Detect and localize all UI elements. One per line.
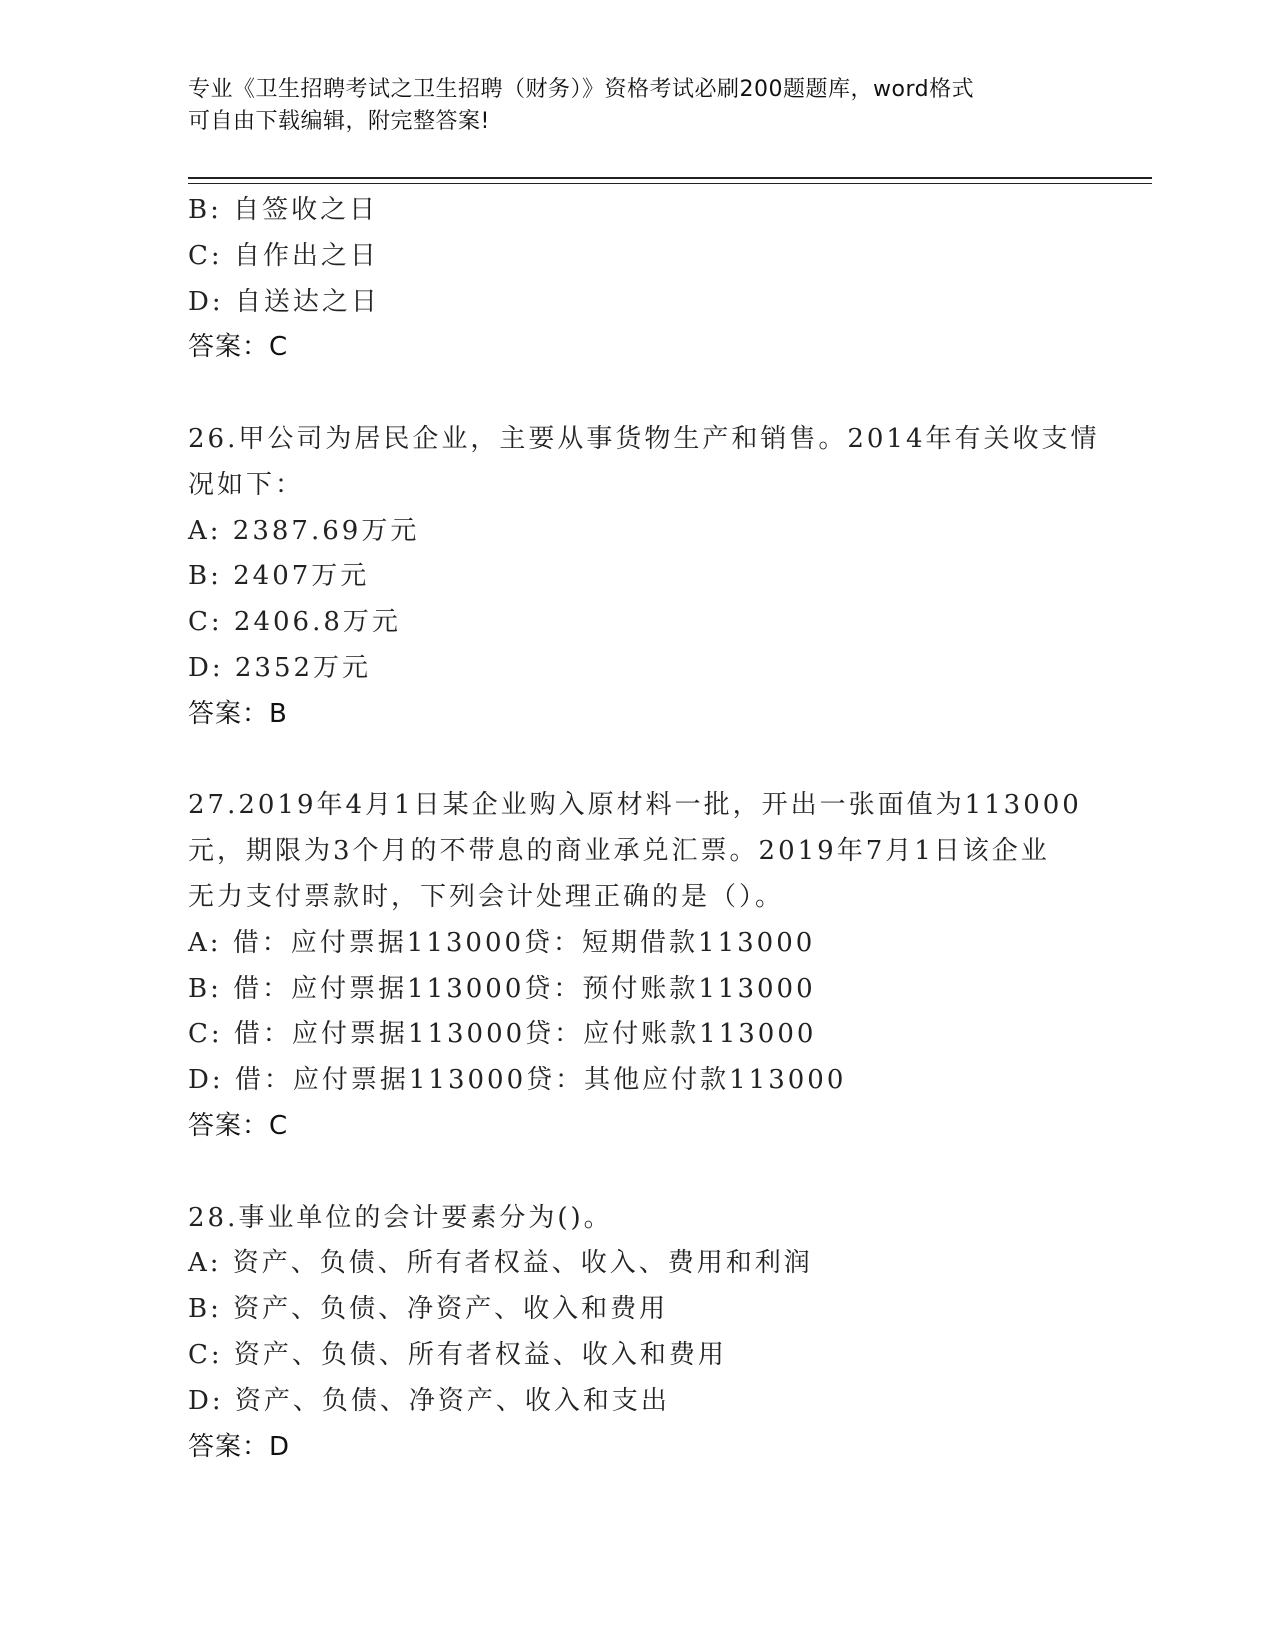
option-d: D: 借：应付票据113000贷：其他应付款113000 xyxy=(188,1065,847,1096)
option-c: C: 2406.8万元 xyxy=(188,607,401,638)
header-line-2: 可自由下载编辑，附完整答案! xyxy=(188,109,490,134)
question-26 xyxy=(188,417,1108,738)
option-b: B: 2407万元 xyxy=(188,561,370,592)
header-divider-thick xyxy=(188,177,1152,179)
option-a: A: 借：应付票据113000贷：短期借款113000 xyxy=(188,927,816,958)
question-stem: 元，期限为3个月的不带息的商业承兑汇票。2019年7月1日该企业 xyxy=(188,836,1050,867)
question-stem: 28.事业单位的会计要素分为()。 xyxy=(188,1202,613,1233)
option-b: B: 自签收之日 xyxy=(188,195,379,225)
spacer xyxy=(188,371,1108,417)
answer: 答案：C xyxy=(188,332,289,363)
answer: 答案：D xyxy=(188,1431,291,1462)
document-header xyxy=(188,74,1088,138)
option-c: C: 借：应付票据113000贷：应付账款113000 xyxy=(188,1019,817,1050)
option-a: A: 2387.69万元 xyxy=(188,515,420,546)
option-d: D: 资产、负债、净资产、收入和支出 xyxy=(188,1385,670,1416)
question-list xyxy=(188,188,1108,1470)
answer: 答案：C xyxy=(188,1110,289,1141)
option-c: C: 资产、负债、所有者权益、收入和费用 xyxy=(188,1339,727,1370)
option-d: D: 自送达之日 xyxy=(188,286,380,317)
question-stem: 无力支付票款时，下列会计处理正确的是（）。 xyxy=(188,881,785,912)
spacer xyxy=(188,1150,1108,1196)
spacer xyxy=(188,738,1108,784)
question-27 xyxy=(188,783,1108,1149)
option-b: B: 资产、负债、净资产、收入和费用 xyxy=(188,1294,669,1325)
option-d: D: 2352万元 xyxy=(188,652,372,683)
header-divider-thin xyxy=(188,183,1152,184)
header-line-1: 专业《卫生招聘考试之卫生招聘（财务）》资格考试必刷200题题库，word格式 xyxy=(188,77,975,102)
question-stem: 26.甲公司为居民企业，主要从事货物生产和销售。2014年有关收支情 xyxy=(188,423,1100,454)
answer: 答案：B xyxy=(188,698,288,729)
continued-question xyxy=(188,188,1108,371)
option-b: B: 借：应付票据113000贷：预付账款113000 xyxy=(188,973,816,1004)
question-stem: 27.2019年4月1日某企业购入原材料一批，开出一张面值为113000 xyxy=(188,790,1082,821)
question-stem: 况如下： xyxy=(188,469,305,500)
option-a: A: 资产、负债、所有者权益、收入、费用和利润 xyxy=(188,1248,813,1279)
question-28 xyxy=(188,1196,1108,1471)
option-c: C: 自作出之日 xyxy=(188,240,379,271)
